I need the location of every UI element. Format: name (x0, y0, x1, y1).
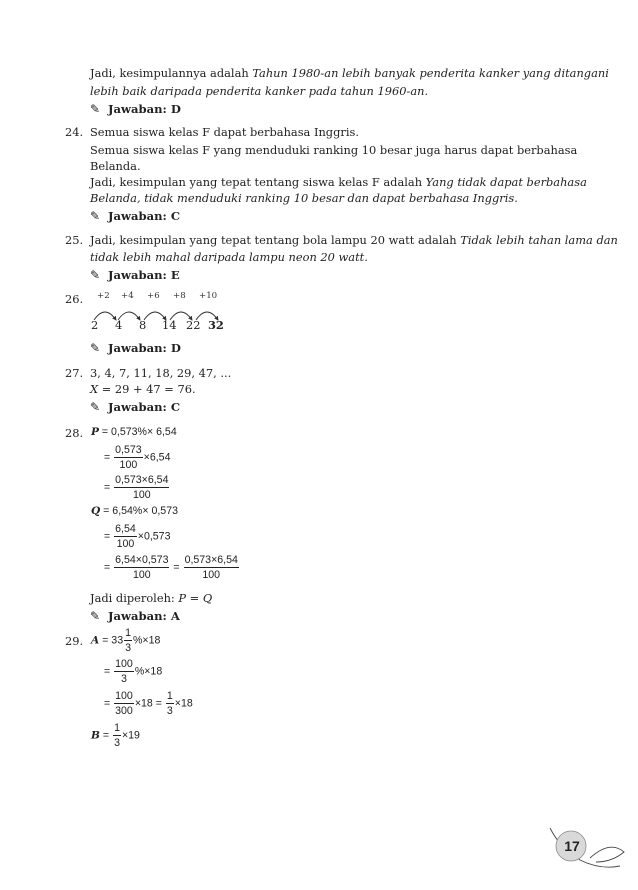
q24-line-1: Semua siswa kelas F dapat berbahasa Inggris. (90, 125, 359, 139)
sequence-term: 22 (186, 318, 201, 332)
question-number: 27. (65, 366, 84, 380)
q24-line-3: Belanda. (90, 159, 141, 173)
q27-line-2: X = 29 + 47 = 76. (90, 382, 196, 396)
pencil-icon: ✎ (90, 341, 101, 355)
q28-step-1: = $\frac{0,573}{100}$ ×6,54 (104, 444, 171, 471)
sequence-term: 4 (115, 318, 123, 332)
fraction: $\frac{6,54\times 0,573}{100}$ (115, 554, 169, 581)
q24-line-5: Belanda, tidak menduduki ranking 10 besar dan dapat berbahasa Inggris. (90, 191, 518, 205)
fraction: $\frac{0,573}{100}$ (115, 444, 142, 471)
pencil-icon: ✎ (90, 209, 101, 223)
answer-27: ✎ Jawaban: C (90, 400, 181, 414)
answer-25: ✎ Jawaban: E (90, 268, 180, 282)
q28-step-4: = $\frac{6,54\times 0,573}{100}$ = $\frac{0,573\times 6,54}{100}$ (104, 554, 238, 581)
pencil-icon: ✎ (90, 609, 101, 623)
fraction: $\frac{0,573\times 6,54}{100}$ (115, 474, 169, 501)
answer-24: ✎ Jawaban: C (90, 209, 181, 223)
question-number: 29. (65, 634, 84, 648)
increment-label: +4 (121, 291, 134, 301)
sequence-term: 32 (208, 318, 224, 332)
answer-intro: ✎ Jawaban: D (90, 102, 181, 116)
sequence-term: 14 (162, 318, 177, 332)
q28-p-definition: P = 0,573%× 6,54 (91, 426, 177, 438)
q28-step-2: = $\frac{0,573\times 6,54}{100}$ (104, 474, 169, 501)
increment-label: +10 (199, 291, 218, 301)
intro-line-2: lebih baik daripada penderita kanker pada tahun 1960-an. (90, 84, 429, 98)
page-number: 17 (564, 838, 580, 854)
intro-line-1: Jadi, kesimpulannya adalah Tahun 1980-an lebih banyak penderita kanker yang ditangani (90, 66, 609, 80)
q29-step-1: = $\frac{100}{3}$ %×18 (104, 658, 163, 685)
q25-line-1: Jadi, kesimpulan yang tepat tentang bola lampu 20 watt adalah Tidak lebih tahan lama dan (90, 233, 618, 247)
fraction: $\frac{0,573\times 6,54}{100}$ (184, 554, 238, 581)
question-number: 28. (65, 426, 84, 440)
q24-line-4: Jadi, kesimpulan yang tepat tentang siswa kelas F adalah Yang tidak dapat berbahasa (90, 175, 587, 189)
increment-label: +6 (147, 291, 160, 301)
sequence-arcs (88, 302, 228, 324)
answer-28: ✎ Jawaban: A (90, 609, 180, 623)
q28-q-definition: Q = 6,54%× 0,573 (91, 505, 178, 517)
pencil-icon: ✎ (90, 102, 101, 116)
increment-label: +2 (97, 291, 110, 301)
q24-line-2: Semua siswa kelas F yang menduduki ranking 10 besar juga harus dapat berbahasa (90, 143, 578, 157)
pencil-icon: ✎ (90, 400, 101, 414)
q28-step-3: = $\frac{6,54}{100}$ ×0,573 (104, 523, 171, 550)
q29-b-definition: B = $\frac{1}{3}$ ×19 (91, 722, 140, 749)
pencil-icon: ✎ (90, 268, 101, 282)
fraction: $\frac{1}{3}$ (166, 690, 173, 717)
q28-conclusion: Jadi diperoleh: P = Q (90, 591, 213, 605)
sequence-term: 2 (91, 318, 99, 332)
answer-26: ✎ Jawaban: D (90, 341, 181, 355)
fraction: $\frac{6,54}{100}$ (115, 523, 136, 550)
q29-a-definition: A = 33 $\frac{1}{3}$ %×18 (91, 627, 161, 654)
sequence-term: 8 (139, 318, 147, 332)
fraction: $\frac{1}{3}$ (114, 722, 120, 749)
q25-line-2: tidak lebih mahal daripada lampu neon 20 watt. (90, 250, 368, 264)
fraction: $\frac{100}{3}$ (115, 658, 133, 685)
fraction: $\frac{100}{300}$ (115, 690, 133, 717)
question-number: 24. (65, 125, 84, 139)
q29-step-2: = $\frac{100}{300}$ ×18 = $\frac{1}{3}$ ×18 (104, 690, 193, 717)
question-number: 26. (65, 292, 84, 306)
increment-label: +8 (173, 291, 186, 301)
q27-line-1: 3, 4, 7, 11, 18, 29, 47, ... (90, 366, 232, 380)
question-number: 25. (65, 233, 84, 247)
fraction: $\frac{1}{3}$ (125, 627, 131, 654)
